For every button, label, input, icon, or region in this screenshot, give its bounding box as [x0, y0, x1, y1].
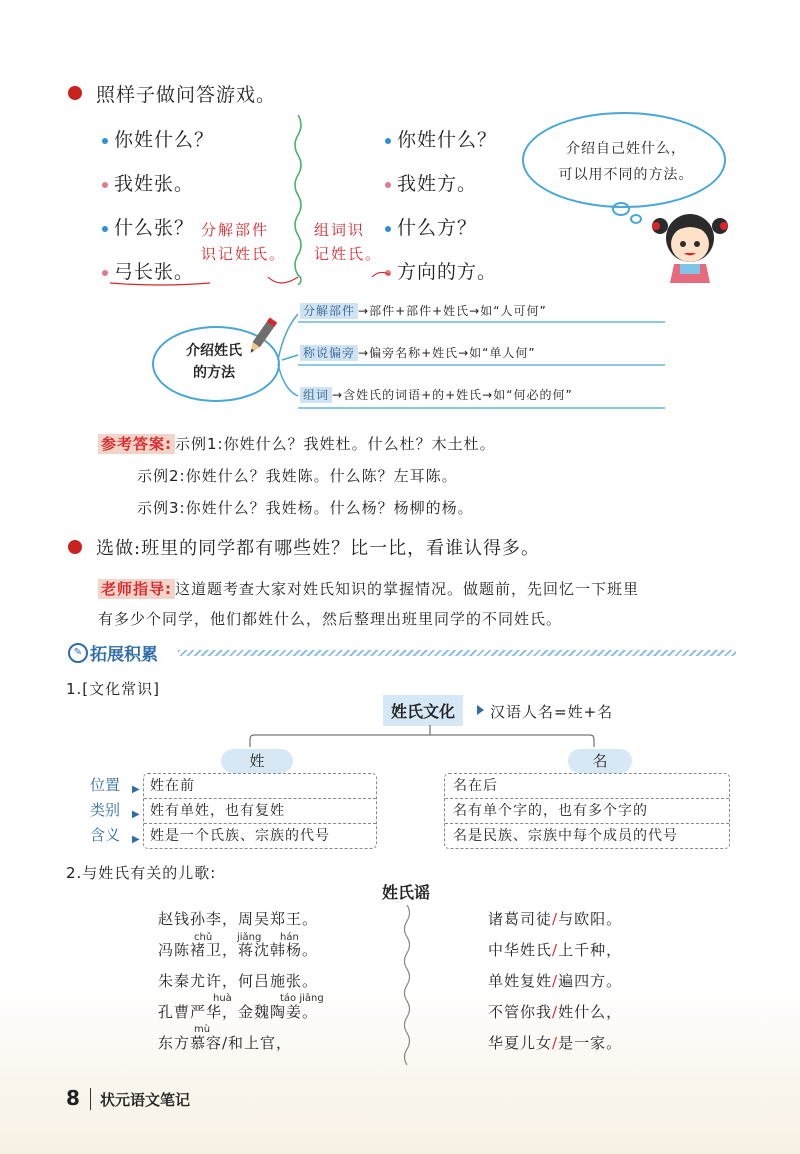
- poem-line: 中华姓氏/上千种，: [488, 941, 623, 959]
- bubble-tail-small: [612, 202, 630, 216]
- section-title: 选做:班里的同学都有哪些姓？比一比，看谁认得多。: [96, 538, 541, 559]
- poem-line: 赵钱孙李，周吴郑王。: [158, 910, 319, 928]
- poem-line: 孔曹严华，金魏陶姜。: [158, 1003, 319, 1021]
- surname-cell: 姓是一个氏族、宗族的代号: [150, 828, 330, 844]
- section-title: 照样子做问答游戏。: [96, 84, 277, 106]
- culture-formula: 汉语人名=姓+名: [490, 703, 614, 721]
- methods-center-text: 介绍姓氏 的方法: [186, 343, 242, 381]
- dialog-line: 方向的方。: [385, 250, 497, 294]
- culture-connector: [240, 725, 620, 755]
- pinyin-han: hán: [280, 932, 299, 943]
- method-item: 组词 →含姓氏的词语+的+姓氏→如“何必的何”: [300, 386, 573, 403]
- hatched-divider: [178, 650, 736, 656]
- extension-title: 拓展积累: [90, 645, 158, 665]
- dialog-line: 你姓什么？: [102, 118, 214, 162]
- poem-right: [488, 904, 622, 1059]
- extension-icon: ✎: [68, 643, 88, 663]
- answer-label: 参考答案:: [98, 434, 175, 454]
- item2-label: 2.与姓氏有关的儿歌:: [66, 864, 217, 882]
- right-dialog: [385, 118, 497, 294]
- surname-header: 姓: [221, 749, 293, 773]
- name-header: 名: [568, 749, 632, 773]
- wavy-divider: [290, 115, 306, 285]
- triangle-right-icon: [477, 705, 484, 715]
- dialog-line: 我姓张。: [102, 162, 214, 206]
- bubble-text: 介绍自己姓什么， 可以用不同的方法。: [558, 141, 694, 183]
- row-labels: 位置 类别 含义: [90, 776, 121, 844]
- poem-divider: [400, 905, 414, 1065]
- item1-label: 1.[文化常识]: [66, 680, 161, 698]
- girl-illustration: [650, 208, 730, 283]
- hint-label: 老师指导:: [98, 579, 175, 599]
- surname-table: [143, 773, 377, 849]
- poem-line: 诸葛司徒/与欧阳。: [488, 910, 623, 928]
- pinyin-hua: huà: [213, 993, 232, 1004]
- footer-divider: [90, 1088, 91, 1110]
- row-arrows: ▶ ▶ ▶: [132, 784, 140, 845]
- pinyin-mu: mù: [194, 1024, 211, 1035]
- poem-line: 单姓复姓/遍四方。: [488, 972, 623, 990]
- dialog-line: 什么张？: [102, 206, 214, 250]
- answer-line-1: 参考答案: 示例1:你姓什么？我姓杜。什么杜？木土杜。: [98, 433, 496, 454]
- poem-left: [158, 904, 318, 1059]
- poem-title: 姓氏谣: [382, 883, 431, 902]
- culture-title-box: 姓氏文化: [383, 695, 463, 726]
- poem-line: 华夏儿女/是一家。: [488, 1034, 623, 1052]
- method-item: 分解部件 →部件+部件+姓氏→如“人可何”: [300, 302, 547, 319]
- poem-line: 不管你我/姓什么，: [488, 1003, 623, 1021]
- bullet-dot-icon: [68, 86, 82, 100]
- note-word: 组词识 记姓氏。: [314, 221, 383, 263]
- name-table: [444, 773, 730, 849]
- dialog-line: 弓长张。: [102, 250, 214, 294]
- book-title: 状元语文笔记: [100, 1091, 191, 1109]
- surname-cell: 姓在前: [144, 774, 376, 799]
- note-decompose: 分解部件 识记姓氏。: [201, 221, 287, 263]
- pinyin-chu: chǔ: [194, 932, 213, 943]
- surname-cell: 姓有单姓，也有复姓: [144, 799, 376, 824]
- poem-line: 东方慕容/和上官，: [158, 1034, 293, 1052]
- dialog-line: 什么方？: [385, 206, 497, 250]
- poem-line: 冯陈褚卫，蒋沈韩杨。: [158, 941, 319, 959]
- underline-arrows: [100, 265, 400, 290]
- bullet-dot-icon: [68, 540, 82, 554]
- poem-line: 朱秦尤许，何吕施张。: [158, 972, 319, 990]
- page-number: 8: [66, 1086, 80, 1110]
- answer-line-3: 示例3:你姓什么？我姓杨。什么杨？杨柳的杨。: [137, 499, 474, 517]
- teacher-hint: 老师指导: 这道题考查大家对姓氏知识的掌握情况。做题前，先回忆一下班里 有多少个同学，他们都姓什么，然后整理出班里同学的不同姓氏。: [98, 580, 640, 628]
- dialog-line: 你姓什么？: [385, 118, 497, 162]
- name-cell: 名有单个字的，也有多个字的: [445, 799, 729, 824]
- answer-line-2: 示例2:你姓什么？我姓陈。什么陈？左耳陈。: [137, 467, 458, 485]
- method-item: 称说偏旁 →偏旁名称+姓氏→如“单人何”: [300, 344, 536, 361]
- bubble-tail-tiny: [630, 214, 642, 224]
- name-cell: 名是民族、宗族中每个成员的代号: [453, 828, 678, 844]
- name-cell: 名在后: [445, 774, 729, 799]
- pinyin-jiang: jiǎng: [237, 932, 262, 943]
- pinyin-taojiang: táo jiāng: [280, 993, 324, 1004]
- dialog-line: 我姓方。: [385, 162, 497, 206]
